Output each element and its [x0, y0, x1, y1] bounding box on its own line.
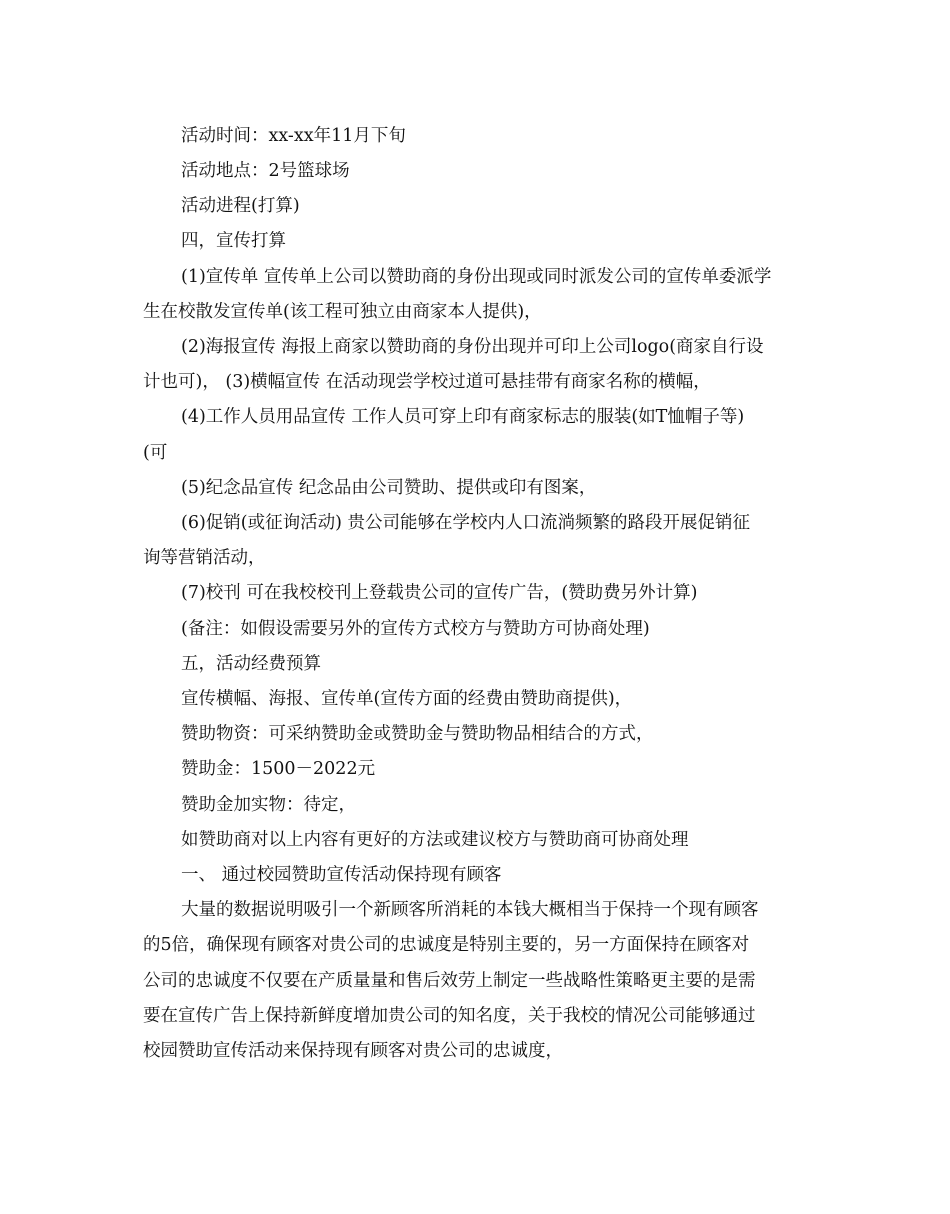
paragraph-line: 宣传横幅、海报、宣传单(宣传方面的经费由赞助商提供)， — [181, 689, 633, 709]
paragraph-line: (1)宣传单 宣传单上公司以赞助商的身份出现或同时派发公司的宣传单委派学 — [181, 267, 772, 287]
paragraph-line: 公司的忠诚度不仅要在产质量量和售后效劳上制定一些战略性策略更主要的是需 — [143, 971, 756, 991]
paragraph-line: (4)工作人员用品宣传 工作人员可穿上印有商家标志的服装(如T恤帽子等) — [181, 407, 745, 427]
paragraph-line: 校园赞助宣传活动来保持现有顾客对贵公司的忠诚度， — [143, 1041, 563, 1061]
paragraph-line: 赞助金加实物：待定， — [181, 795, 356, 815]
activity-location-line: 活动地点：2号篮球场 — [181, 161, 350, 181]
paragraph-line: 生在校散发宣传单(该工程可独立由商家本人提供)， — [143, 302, 542, 322]
paragraph-line: (6)促销(或征询活动) 贵公司能够在学校内人口流淌频繁的路段开展促销征 — [181, 513, 751, 533]
paragraph-line: (可 — [143, 443, 168, 463]
paragraph-line: 的5倍，确保现有顾客对贵公司的忠诚度是特别主要的，另一方面保持在顾客对 — [143, 935, 750, 955]
paragraph-line: 询等营销活动， — [143, 548, 266, 568]
activity-process-line: 活动进程(打算) — [181, 196, 300, 216]
paragraph-line: 大量的数据说明吸引一个新顾客所消耗的本钱大概相当于保持一个现有顾客 — [181, 900, 759, 920]
section-heading-budget: 五，活动经费预算 — [181, 654, 321, 674]
activity-time-line: 活动时间：xx-xx年11月下旬 — [181, 126, 406, 146]
note-line: (备注：如假设需要另外的宣传方式校方与赞助方可协商处理) — [181, 619, 650, 639]
paragraph-line: 要在宣传广告上保持新鲜度增加贵公司的知名度，关于我校的情况公司能够通过 — [143, 1006, 756, 1026]
paragraph-line: (2)海报宣传 海报上商家以赞助商的身份出现并可印上公司logo(商家自行设 — [181, 337, 764, 357]
paragraph-line: 如赞助商对以上内容有更好的方法或建议校方与赞助商可协商处理 — [181, 830, 689, 850]
paragraph-line: 赞助物资：可采纳赞助金或赞助金与赞助物品相结合的方式， — [181, 724, 654, 744]
sponsorship-amount-line: 赞助金：1500－2022元 — [181, 759, 376, 779]
paragraph-line: (7)校刊 可在我校校刊上登载贵公司的宣传广告，(赞助费另外计算) — [181, 583, 698, 603]
paragraph-line: 计也可)， (3)横幅宣传 在活动现尝学校过道可悬挂带有商家名称的横幅， — [143, 372, 711, 392]
section-heading-publicity: 四，宣传打算 — [181, 231, 286, 251]
section-heading-retain-customers: 一、 通过校园赞助宣传活动保持现有顾客 — [181, 865, 502, 885]
paragraph-line: (5)纪念品宣传 纪念品由公司赞助、提供或印有图案， — [181, 478, 597, 498]
